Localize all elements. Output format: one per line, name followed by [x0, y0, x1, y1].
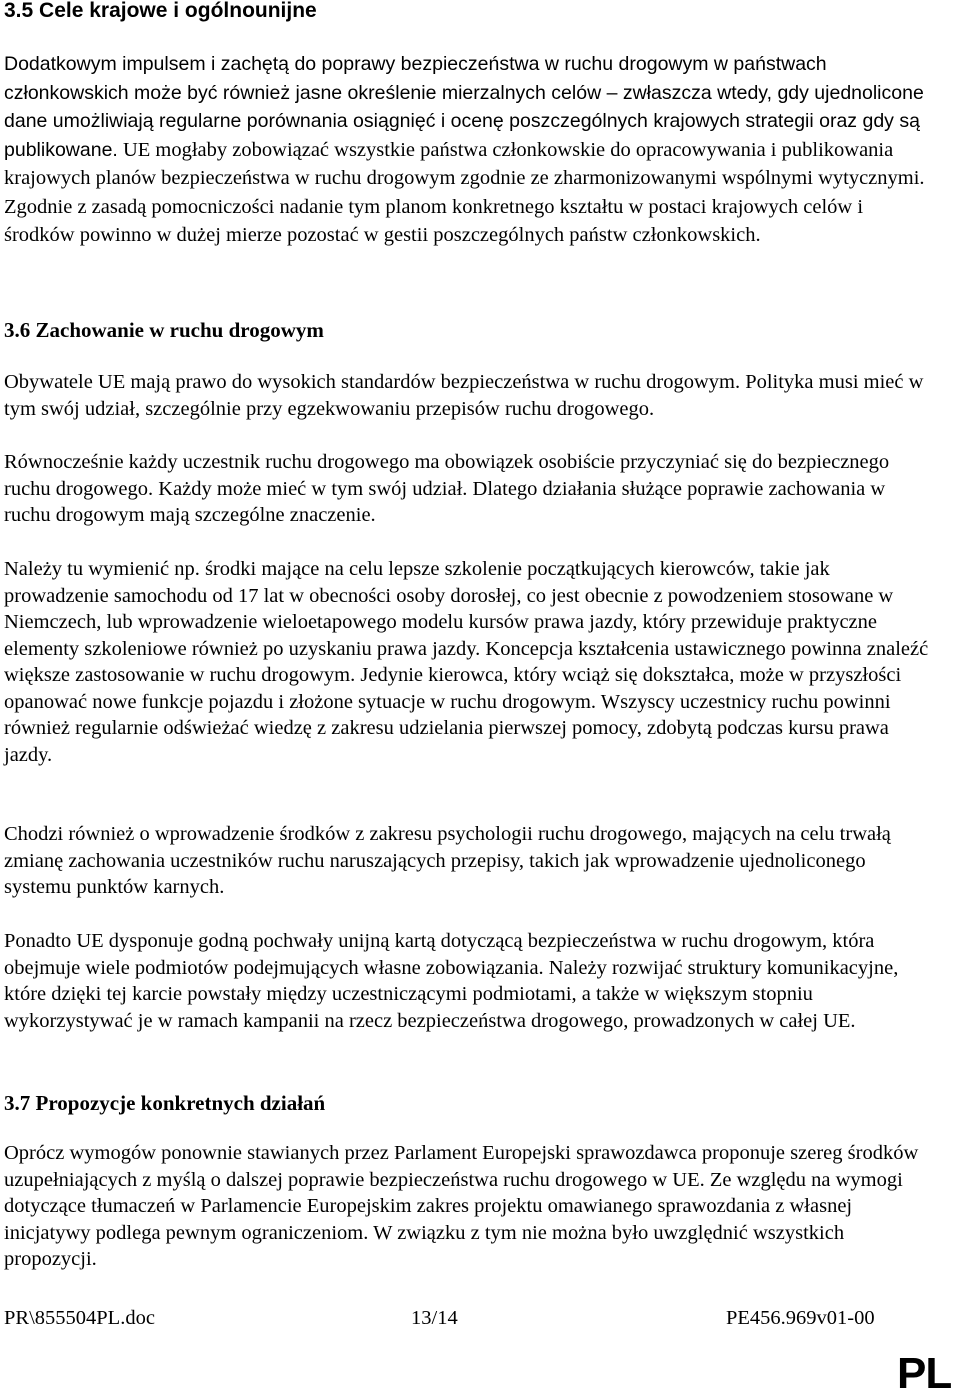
section-3-6-paragraph-2: Równocześnie każdy uczestnik ruchu drogowego ma obowiązek osobiście przyczyniać się do bezpiecznego ruchu drogowego. Każdy może mieć w tym swój udział. Dlatego działania służące poprawie zachowania w ruchu drogowym mają szczególne znaczenie.	[4, 451, 890, 526]
footer-document-file: PR\855504PL.doc	[4, 1307, 155, 1329]
section-3-6-paragraph-3: Należy tu wymienić np. środki mające na celu lepsze szkolenie początkujących kierowców, takie jak prowadzenie samochodu od 17 lat w obecności osoby dorosłej, co jest obecnie z powodzeniem stosowane w Niemczech, lub wprowadzenie wieloetapowego modelu kursów prawa jazdy, który przewiduje praktyczne elementy szkoleniowe również po uzyskaniu prawa jazdy. Koncepcja kształcenia ustawicznego powinna znaleźć większe zastosowanie w ruchu drogowym. Jedynie kierowca, który wciąż się dokształca, może w przyszłości opanować nowe funkcje pojazdu i złożone sytuacje w ruchu drogowym. Wszyscy uczestnicy ruchu powinni również regularnie odświeżać wiedzę z zakresu udzielania pierwszej pomocy, zdobytą podczas kursu prawa jazdy.	[4, 558, 929, 766]
paragraph-sans-part: Dodatkowym impulsem i zachętą do poprawy bezpieczeństwa w ruchu drogowym w państwach członkowskich może być również jasne określenie mierzalnych celów – zwłaszcza wtedy, gdy ujednolicone dane umożliwiają regularne porównania osiągnięć i ocenę poszczególnych krajowych strategii oraz gdy są publikowane.	[4, 53, 924, 161]
language-code-mark: PL	[897, 1349, 952, 1398]
footer-reference-number: PE456.969v01-00	[726, 1307, 875, 1329]
paragraph-serif-part: UE mogłaby zobowiązać wszystkie państwa członkowskie do opracowywania i publikowania krajowych planów bezpieczeństwa w ruchu drogowym zgodnie ze zharmonizowanymi wspólnymi wytycznymi. Zgodnie z zasadą pomocniczości nadanie tym planom konkretnego kształtu w postaci krajowych celów i środków powinno w dużej mierze pozostać w gestii poszczególnych państw członkowskich.	[4, 138, 925, 246]
section-3-6-paragraph-5: Ponadto UE dysponuje godną pochwały unijną kartą dotyczącą bezpieczeństwa w ruchu drogowym, która obejmuje wiele podmiotów podejmujących własne zobowiązania. Należy rozwijać struktury komunikacyjne, które dzięki tej karcie powstały między uczestniczącymi podmiotami, a także w większym stopniu wykorzystywać je w ramach kampanii na rzecz bezpieczeństwa drogowego, prowadzonych w całej UE.	[4, 930, 899, 1032]
section-3-6-paragraph-4: Chodzi również o wprowadzenie środków z zakresu psychologii ruchu drogowego, mających na celu trwałą zmianę zachowania uczestników ruchu naruszających przepisy, takich jak wprowadzenie ujednoliconego systemu punktów karnych.	[4, 823, 891, 898]
section-3-5-heading: 3.5 Cele krajowe i ogólnounijne	[4, 0, 317, 22]
section-3-7-heading: 3.7 Propozycje konkretnych działań	[4, 1091, 326, 1115]
section-3-7-paragraph-1: Oprócz wymogów ponownie stawianych przez Parlament Europejski sprawozdawca proponuje szereg środków uzupełniających z myślą o dalszej poprawie bezpieczeństwa ruchu drogowego w UE. Ze względu na wymogi dotyczące tłumaczeń w Parlamencie Europejskim zakres projektu omawianego sprawozdania z własnej inicjatywy podlega pewnym ograniczeniom. W związku z tym nie można było uwzględnić wszystkich propozycji.	[4, 1142, 919, 1270]
section-3-6-heading: 3.6 Zachowanie w ruchu drogowym	[4, 318, 324, 342]
footer-page-number: 13/14	[411, 1307, 458, 1329]
section-3-6-paragraph-1: Obywatele UE mają prawo do wysokich standardów bezpieczeństwa w ruchu drogowym. Polityka musi mieć w tym swój udział, szczególnie przy egzekwowaniu przepisów ruchu drogowego.	[4, 371, 924, 420]
section-3-5-paragraph	[4, 51, 934, 251]
